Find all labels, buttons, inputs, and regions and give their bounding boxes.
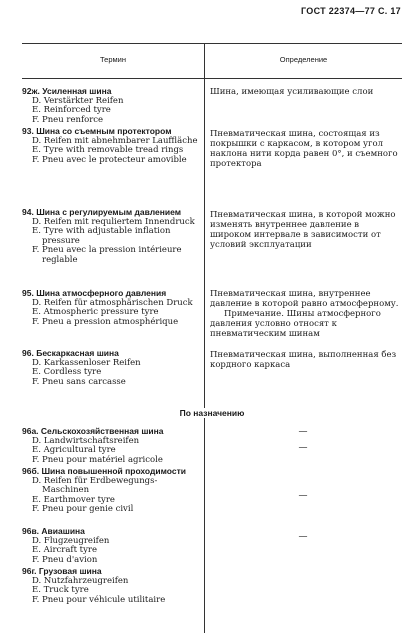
term-translation: F. Pneu sans carcasse: [32, 376, 126, 387]
section-title: По назначению: [22, 408, 402, 418]
term-translation: F. Pneu a pression atmosphérique: [32, 316, 179, 327]
term-translation: F. Pneu pour genie civil: [32, 504, 134, 515]
term-definition: Пневматическая шина, выполненная без кордного каркаса: [210, 350, 397, 370]
term-definition: Пневматическая шина, состоящая из покрышки с каркасом, в котором угол наклона нити корда равен 0°, и съемного протектора: [210, 129, 398, 169]
term-translation: D. Reifen mit abnehmbarer Lauffläche: [32, 135, 198, 146]
term-translation: F. Pneu avec la pression intérieure reglable: [32, 245, 182, 265]
term-translation: D. Landwirtschaftsreifen: [32, 435, 140, 446]
term-translation: F. Pneu d'avion: [32, 554, 98, 565]
term-title: Грузовая шина: [38, 566, 102, 576]
definition-text: Пневматическая шина, внутреннее давление в которой равно атмосферному.: [210, 289, 399, 309]
term-number: 96в.: [22, 526, 40, 536]
definition-dash: —: [298, 491, 308, 501]
term-entry: [22, 208, 204, 266]
terms-table: [22, 43, 402, 633]
term-title: Шина с регулируемым давлением: [36, 207, 182, 217]
term-entry: [22, 349, 204, 387]
term-definition: Шина, имеющая усиливающие слои: [210, 87, 374, 97]
term-translation: D. Reifen mit requliertem Innendruck: [32, 216, 195, 227]
term-number: 96г.: [22, 566, 37, 576]
term-title: Усиленная шина: [42, 86, 112, 96]
term-translation: E. Aircraft tyre: [32, 545, 97, 556]
term-translation: D. Karkassenloser Reifen: [32, 357, 141, 368]
term-translation: D. Nutzfahrzeugreifen: [32, 575, 129, 586]
term-number: 94.: [22, 207, 34, 217]
column-header-terms: Термин: [100, 55, 126, 64]
definition-dash: —: [298, 532, 308, 542]
term-definition: [210, 289, 400, 339]
term-entry: [22, 467, 204, 515]
term-translation: E. Agricultural tyre: [32, 445, 116, 456]
term-title: Шина со съемным протектором: [36, 126, 172, 136]
term-translation: E. Atmospheric pressure tyre: [32, 307, 159, 318]
term-title: Бескаркасная шина: [36, 348, 119, 358]
term-translation: F. Pneu pour matériel agricole: [32, 454, 163, 465]
term-title: Авиашина: [41, 526, 85, 536]
term-entry: [22, 427, 204, 465]
page-header: ГОСТ 22374—77 С. 17: [300, 6, 401, 16]
definition-dash: —: [298, 443, 308, 453]
term-translation: F. Pneu pour véhicule utilitaire: [32, 594, 166, 605]
term-translation: E. Earthmover tyre: [32, 494, 115, 505]
term-entry: [22, 289, 204, 327]
term-translation: F. Pneu renforce: [32, 114, 104, 125]
term-title: Шина повышенной проходимости: [41, 466, 187, 476]
term-entry: [22, 527, 204, 565]
definition-note: Примечание. Шины атмосферного давления условно относят к пневматическим шинам: [210, 309, 381, 339]
term-number: 96а.: [22, 426, 39, 436]
term-entry: [22, 567, 204, 605]
term-translation: D. Flugzeugreifen: [32, 535, 110, 546]
term-entry: [22, 127, 204, 165]
term-translation: E. Tyre with adjustable inflation pressure: [32, 226, 171, 246]
term-translation: D. Reifen für atmosphärischen Druck: [32, 297, 193, 308]
term-number: 96.: [22, 348, 34, 358]
term-translation: E. Truck tyre: [32, 585, 89, 596]
term-translation: D. Reifen für Erdbewegungs-Maschinen: [32, 475, 158, 496]
term-title: Сельскохозяйственная шина: [40, 426, 164, 436]
term-title: Шина атмосферного давления: [36, 288, 167, 298]
term-translation: E. Reinforced tyre: [32, 105, 111, 116]
column-header-definition: Определение: [279, 55, 328, 64]
term-number: 93.: [22, 126, 34, 136]
term-number: 92ж.: [22, 86, 40, 96]
term-translation: E. Tyre with removable tread rings: [32, 145, 184, 156]
term-translation: D. Verstärkter Reifen: [32, 95, 124, 106]
term-entry: [22, 87, 204, 125]
term-number: 96б.: [22, 466, 40, 476]
term-translation: F. Pneu avec le protecteur amovible: [32, 154, 187, 165]
column-divider: [204, 43, 205, 633]
table-header: [22, 43, 402, 79]
term-definition: Пневматическая шина, в которой можно изменять внутреннее давление в широком интервале в зависимости от условий эксплуатации: [210, 210, 396, 250]
term-translation: E. Cordless tyre: [32, 367, 102, 378]
definition-dash: —: [298, 427, 308, 437]
term-number: 95.: [22, 288, 34, 298]
